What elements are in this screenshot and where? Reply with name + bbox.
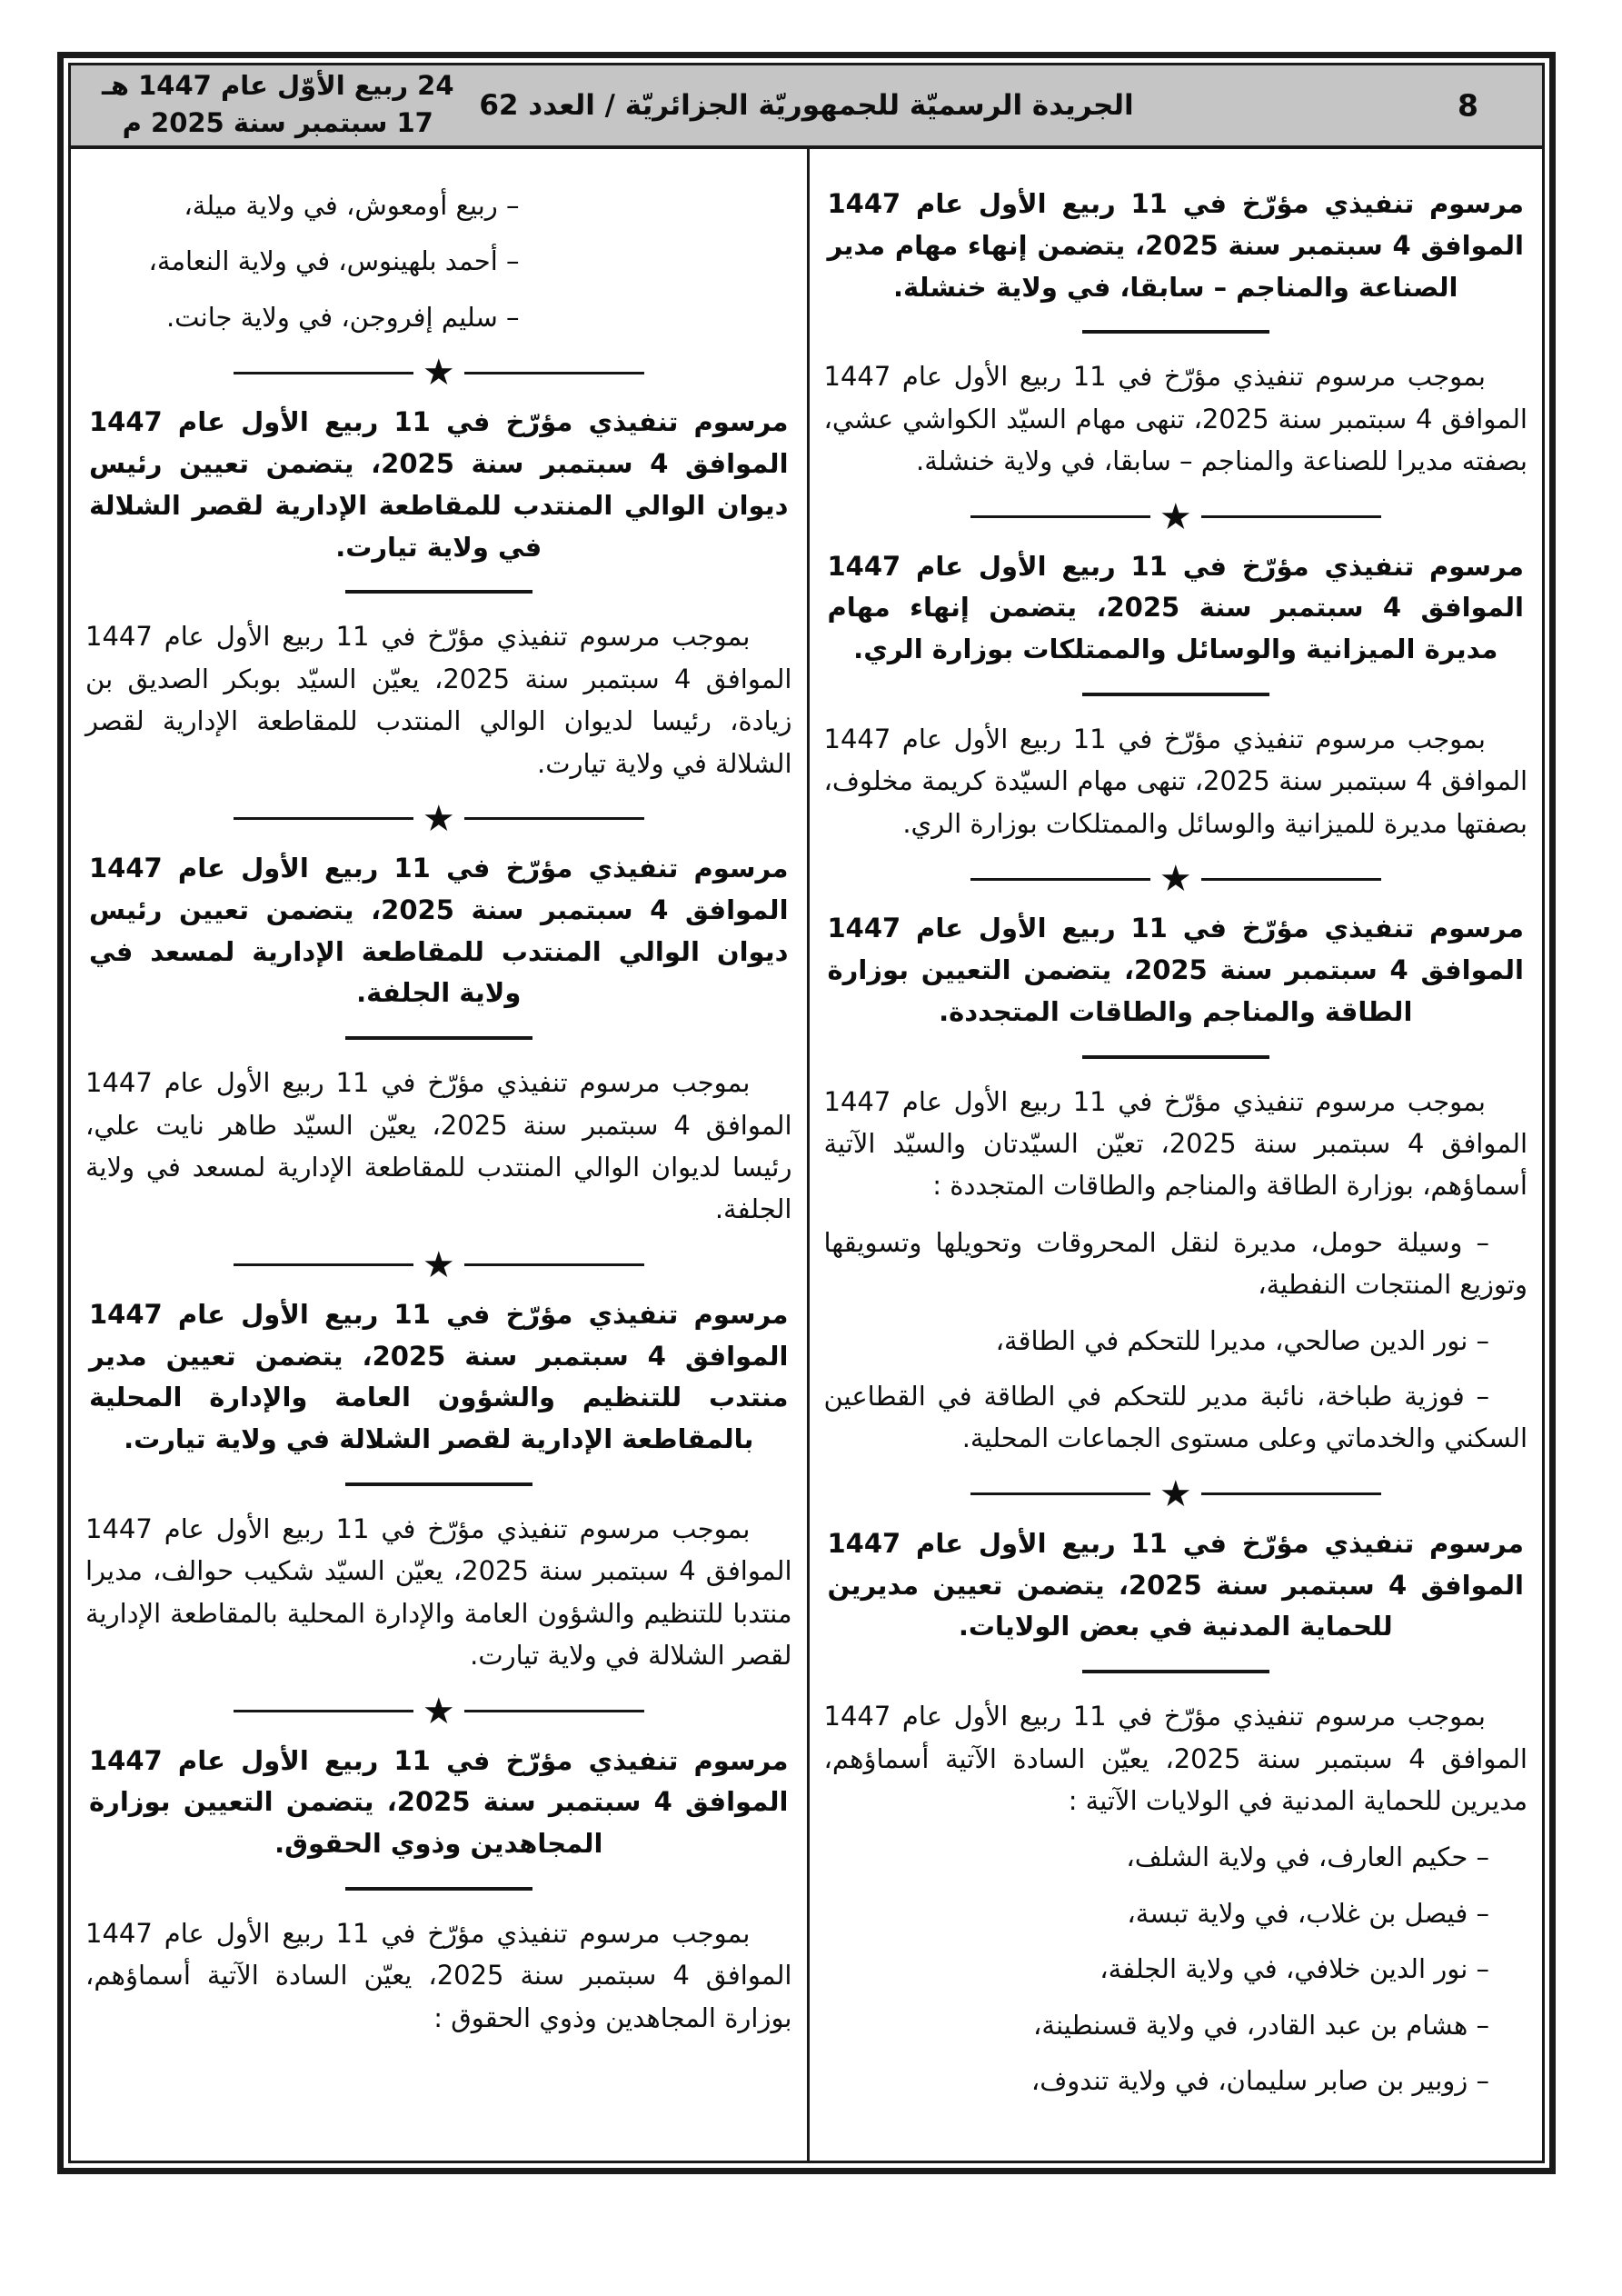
heading-rule <box>345 1482 532 1486</box>
separator-line <box>970 515 1150 518</box>
star-icon: ★ <box>1159 495 1192 538</box>
decree-heading: مرسوم تنفيذي مؤرّخ في 11 ربيع الأول عام 1447 الموافق 4 سبتمبر سنة 2025، يتضمن تعيين مديرين للحماية المدنية في بعض الولايات. <box>827 1527 1524 1642</box>
separator-line <box>234 1710 413 1712</box>
separator-line <box>234 372 413 374</box>
separator-line <box>464 817 644 820</box>
journal-title: الجريدة الرسميّة للجمهوريّة الجزائريّة / العدد 62 <box>479 89 1134 122</box>
separator-line <box>234 817 413 820</box>
separator-line <box>464 1710 644 1712</box>
decree-heading: مرسوم تنفيذي مؤرّخ في 11 ربيع الأول عام 1447 الموافق 4 سبتمبر سنة 2025، يتضمن تعيين رئيس ديوان الوالي المنتدب للمقاطعة الإدارية لقصر الشلالة في ولاية تيارت. <box>89 406 789 563</box>
star-separator <box>824 858 1528 901</box>
decree-body-paragraph: بموجب مرسوم تنفيذي مؤرّخ في 11 ربيع الأول عام 1447 الموافق 4 سبتمبر سنة 2025، تنهى مهام السيّد الكواشي عشي، بصفته مديرا للصناعة والمناجم – سابقا، في ولاية خنشلة. <box>823 361 1527 477</box>
content-columns <box>71 149 1542 2161</box>
decree-body-paragraph: بموجب مرسوم تنفيذي مؤرّخ في 11 ربيع الأول عام 1447 الموافق 4 سبتمبر سنة 2025، يعيّن السادة الآتية أسماؤهم، بوزارة المجاهدين وذوي الحقوق : <box>85 1918 792 2033</box>
appointment-list-item: – فيصل بن غلاب، في ولاية تبسة، <box>1127 1897 1489 1929</box>
appointment-list-item: – فوزية طباخة، نائبة مدير للتحكم في الطاقة في القطاعين السكني والخدماتي وعلى مستوى الجماعات المحلية. <box>823 1381 1527 1454</box>
gregorian-date: 17 سبتمبر سنة 2025 م <box>122 107 433 138</box>
decree-body-paragraph: بموجب مرسوم تنفيذي مؤرّخ في 11 ربيع الأول عام 1447 الموافق 4 سبتمبر سنة 2025، يعيّن السيّد طاهر نايت علي، رئيسا لديوان الوالي المنتدب للمقاطعة الإدارية لمسعد في ولاية الجلفة. <box>85 1067 792 1225</box>
star-icon: ★ <box>422 797 455 840</box>
decree-body-paragraph: بموجب مرسوم تنفيذي مؤرّخ في 11 ربيع الأول عام 1447 الموافق 4 سبتمبر سنة 2025، يعيّن السيّد بوبكر الصديق بن زيادة، رئيسا لديوان الوالي المنتدب للمقاطعة الإدارية لقصر الشلالة في ولاية تيارت. <box>85 621 792 779</box>
separator-line <box>1201 878 1381 881</box>
star-separator <box>85 352 792 394</box>
separator-line <box>1201 1492 1381 1495</box>
page-header <box>71 65 1542 149</box>
page-border-inner <box>68 63 1545 2163</box>
star-separator <box>824 1472 1528 1515</box>
decree-heading: مرسوم تنفيذي مؤرّخ في 11 ربيع الأول عام 1447 الموافق 4 سبتمبر سنة 2025، يتضمن التعيين بوزارة المجاهدين وذوي الحقوق. <box>89 1744 789 1860</box>
appointment-list-item: – ربيع أومعوش، في ولاية ميلة، <box>184 190 520 221</box>
decree-heading: مرسوم تنفيذي مؤرّخ في 11 ربيع الأول عام 1447 الموافق 4 سبتمبر سنة 2025، يتضمن تعيين رئيس ديوان الوالي المنتدب للمقاطعة الإدارية لمسعد في ولاية الجلفة. <box>89 852 789 1009</box>
star-separator <box>85 1690 792 1732</box>
header-dates <box>102 67 454 142</box>
decree-body-paragraph: بموجب مرسوم تنفيذي مؤرّخ في 11 ربيع الأول عام 1447 الموافق 4 سبتمبر سنة 2025، يعيّن السادة الآتية أسماؤهم، مديرين للحماية المدنية في الولايات الآتية : <box>823 1701 1527 1816</box>
separator-line <box>464 372 644 374</box>
decree-body-paragraph: بموجب مرسوم تنفيذي مؤرّخ في 11 ربيع الأول عام 1447 الموافق 4 سبتمبر سنة 2025، تعيّن السيّدتان والسيّد الآتية أسماؤهم، بوزارة الطاقة والمناجم والطاقات المتجددة : <box>823 1085 1527 1202</box>
decree-body-paragraph: بموجب مرسوم تنفيذي مؤرّخ في 11 ربيع الأول عام 1447 الموافق 4 سبتمبر سنة 2025، تنهى مهام السيّدة كريمة مخلوف، بصفتها مديرة للميزانية والوسائل والممتلكات بوزارة الري. <box>823 724 1528 839</box>
hijri-date: 24 ربيع الأوّل عام 1447 هـ <box>102 70 454 101</box>
decree-heading: مرسوم تنفيذي مؤرّخ في 11 ربيع الأول عام 1447 الموافق 4 سبتمبر سنة 2025، يتضمن التعيين بوزارة الطاقة والمناجم والطاقات المتجددة. <box>827 913 1524 1027</box>
appointment-list-item: – زوبير بن صابر سليمان، في ولاية تندوف، <box>1030 2064 1489 2096</box>
heading-rule <box>345 590 532 594</box>
heading-rule <box>1082 330 1269 334</box>
column-left <box>71 149 807 2161</box>
decree-heading: مرسوم تنفيذي مؤرّخ في 11 ربيع الأول عام 1447 الموافق 4 سبتمبر سنة 2025، يتضمن إنهاء مهام مديرة الميزانية والوسائل والممتلكات بوزارة الري. <box>827 550 1524 665</box>
separator-line <box>970 1492 1150 1495</box>
heading-rule <box>1082 1670 1269 1673</box>
heading-rule <box>345 1887 532 1891</box>
decree-body-paragraph: بموجب مرسوم تنفيذي مؤرّخ في 11 ربيع الأول عام 1447 الموافق 4 سبتمبر سنة 2025، يعيّن السيّد شكيب حوالف، مديرا منتدبا للتنظيم والشؤون العامة والإدارة المحلية بالمقاطعة الإدارية لقصر الشلالة في ولاية تيارت. <box>85 1513 792 1672</box>
appointment-list-item: – هشام بن عبد القادر، في ولاية قسنطينة، <box>1033 2009 1489 2041</box>
appointment-list-item: – وسيلة حومل، مديرة لنقل المحروقات وتحويلها وتسويقها وتوزيع المنتجات النفطية، <box>823 1226 1527 1301</box>
star-icon: ★ <box>422 352 455 394</box>
separator-line <box>970 878 1150 881</box>
star-icon: ★ <box>422 1243 455 1286</box>
appointment-list-item: – نور الدين صالحي، مديرا للتحكم في الطاقة، <box>995 1324 1489 1356</box>
star-icon: ★ <box>1159 1472 1192 1515</box>
star-separator <box>824 495 1528 538</box>
decree-heading: مرسوم تنفيذي مؤرّخ في 11 ربيع الأول عام 1447 الموافق 4 سبتمبر سنة 2025، يتضمن تعيين مدير منتدب للتنظيم والشؤون العامة والإدارة المحلية بالمقاطعة الإدارية لقصر الشلالة في ولاية تيارت. <box>89 1298 789 1455</box>
heading-rule <box>1082 1055 1269 1059</box>
appointment-list-item: – أحمد بلهينوس، في ولاية النعامة، <box>148 245 520 277</box>
star-separator <box>85 797 792 840</box>
appointment-list-item: – سليم إفروجن، في ولاية جانت. <box>165 301 520 333</box>
separator-line <box>234 1263 413 1266</box>
page-border-outer <box>57 52 1556 2174</box>
star-separator <box>85 1243 792 1286</box>
column-right <box>807 149 1543 2161</box>
decree-heading: مرسوم تنفيذي مؤرّخ في 11 ربيع الأول عام 1447 الموافق 4 سبتمبر سنة 2025، يتضمن إنهاء مهام مدير الصناعة والمناجم – سابقا، في ولاية خنشلة. <box>827 188 1524 303</box>
page-number: 8 <box>1458 87 1478 124</box>
star-icon: ★ <box>1159 858 1192 901</box>
heading-rule <box>345 1036 532 1040</box>
star-icon: ★ <box>422 1690 455 1732</box>
separator-line <box>1201 515 1381 518</box>
appointment-list-item: – حكيم العارف، في ولاية الشلف، <box>1126 1842 1489 1873</box>
heading-rule <box>1082 693 1269 696</box>
separator-line <box>464 1263 644 1266</box>
appointment-list-item: – نور الدين خلافي، في ولاية الجلفة، <box>1100 1953 1489 1985</box>
